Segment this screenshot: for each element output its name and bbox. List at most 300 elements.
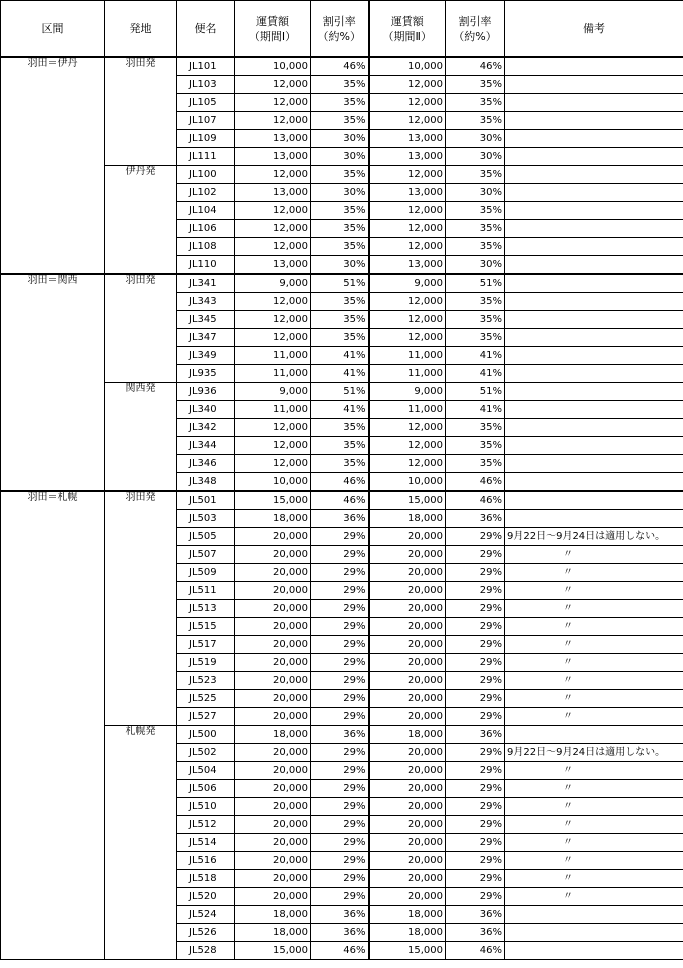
flight-cell: JL510 <box>177 798 235 816</box>
rate-period-2-cell: 35% <box>446 202 505 220</box>
rate-period-1-cell: 29% <box>311 636 369 654</box>
header-flight: 便名 <box>177 1 235 58</box>
flight-cell: JL109 <box>177 130 235 148</box>
fare-period-2-cell: 18,000 <box>369 510 446 528</box>
note-cell <box>505 76 683 94</box>
flight-cell: JL101 <box>177 57 235 76</box>
rate-period-2-cell: 35% <box>446 112 505 130</box>
header-rate1-line2: （約%） <box>317 29 361 43</box>
fare-period-2-cell: 12,000 <box>369 293 446 311</box>
header-rate1-line1: 割引率 <box>322 14 356 28</box>
rate-period-1-cell: 29% <box>311 834 369 852</box>
fare-period-2-cell: 20,000 <box>369 816 446 834</box>
flight-cell: JL344 <box>177 437 235 455</box>
flight-cell: JL502 <box>177 744 235 762</box>
rate-period-2-cell: 36% <box>446 924 505 942</box>
flight-cell: JL346 <box>177 455 235 473</box>
rate-period-2-cell: 29% <box>446 636 505 654</box>
header-fare2-line2: （期間Ⅱ） <box>382 29 432 43</box>
fare-period-2-cell: 13,000 <box>369 130 446 148</box>
note-cell: 〃 <box>505 618 683 636</box>
fare-period-2-cell: 20,000 <box>369 834 446 852</box>
note-cell <box>505 906 683 924</box>
rate-period-1-cell: 41% <box>311 365 369 383</box>
rate-period-1-cell: 29% <box>311 672 369 690</box>
flight-cell: JL347 <box>177 329 235 347</box>
rate-period-2-cell: 29% <box>446 888 505 906</box>
fare-period-1-cell: 18,000 <box>235 906 311 924</box>
fare-period-2-cell: 20,000 <box>369 708 446 726</box>
fare-period-1-cell: 20,000 <box>235 834 311 852</box>
rate-period-2-cell: 35% <box>446 76 505 94</box>
rate-period-1-cell: 35% <box>311 311 369 329</box>
rate-period-2-cell: 29% <box>446 816 505 834</box>
rate-period-1-cell: 29% <box>311 744 369 762</box>
fare-period-2-cell: 13,000 <box>369 256 446 275</box>
rate-period-1-cell: 30% <box>311 184 369 202</box>
rate-period-2-cell: 46% <box>446 473 505 492</box>
rate-period-2-cell: 29% <box>446 852 505 870</box>
rate-period-2-cell: 35% <box>446 311 505 329</box>
flight-cell: JL516 <box>177 852 235 870</box>
flight-cell: JL349 <box>177 347 235 365</box>
origin-cell: 札幌発 <box>105 726 177 960</box>
flight-cell: JL525 <box>177 690 235 708</box>
fare-period-2-cell: 10,000 <box>369 57 446 76</box>
rate-period-2-cell: 29% <box>446 762 505 780</box>
note-cell <box>505 347 683 365</box>
flight-cell: JL503 <box>177 510 235 528</box>
note-cell <box>505 419 683 437</box>
rate-period-2-cell: 29% <box>446 870 505 888</box>
fare-period-2-cell: 11,000 <box>369 365 446 383</box>
fare-period-2-cell: 20,000 <box>369 852 446 870</box>
note-cell <box>505 726 683 744</box>
fare-period-1-cell: 20,000 <box>235 546 311 564</box>
rate-period-1-cell: 36% <box>311 906 369 924</box>
note-cell <box>505 365 683 383</box>
note-cell <box>505 293 683 311</box>
flight-cell: JL511 <box>177 582 235 600</box>
note-cell <box>505 256 683 275</box>
rate-period-2-cell: 46% <box>446 57 505 76</box>
rate-period-2-cell: 35% <box>446 220 505 238</box>
rate-period-2-cell: 29% <box>446 690 505 708</box>
fare-period-1-cell: 13,000 <box>235 130 311 148</box>
rate-period-1-cell: 35% <box>311 293 369 311</box>
table-row <box>1 274 683 293</box>
note-cell: 〃 <box>505 852 683 870</box>
fare-period-2-cell: 18,000 <box>369 924 446 942</box>
rate-period-1-cell: 35% <box>311 455 369 473</box>
fare-period-1-cell: 20,000 <box>235 708 311 726</box>
rate-period-2-cell: 36% <box>446 510 505 528</box>
note-cell <box>505 57 683 76</box>
rate-period-2-cell: 41% <box>446 347 505 365</box>
note-cell: 〃 <box>505 654 683 672</box>
fare-period-2-cell: 11,000 <box>369 347 446 365</box>
fare-period-1-cell: 12,000 <box>235 166 311 184</box>
fare-period-1-cell: 20,000 <box>235 528 311 546</box>
rate-period-2-cell: 29% <box>446 582 505 600</box>
note-cell <box>505 924 683 942</box>
header-fare-period-1 <box>235 1 311 58</box>
fare-period-2-cell: 20,000 <box>369 690 446 708</box>
rate-period-2-cell: 35% <box>446 238 505 256</box>
fare-period-2-cell: 18,000 <box>369 906 446 924</box>
rate-period-2-cell: 30% <box>446 130 505 148</box>
fare-period-2-cell: 20,000 <box>369 600 446 618</box>
rate-period-1-cell: 30% <box>311 256 369 275</box>
fare-period-1-cell: 20,000 <box>235 852 311 870</box>
fare-period-1-cell: 20,000 <box>235 744 311 762</box>
rate-period-1-cell: 35% <box>311 238 369 256</box>
fare-period-1-cell: 20,000 <box>235 780 311 798</box>
section-cell: 羽田＝札幌 <box>1 491 105 960</box>
fare-period-1-cell: 12,000 <box>235 94 311 112</box>
fare-period-1-cell: 13,000 <box>235 256 311 275</box>
fare-period-1-cell: 12,000 <box>235 437 311 455</box>
header-note: 備考 <box>505 1 683 58</box>
fare-period-2-cell: 12,000 <box>369 112 446 130</box>
note-cell: 〃 <box>505 816 683 834</box>
fare-period-1-cell: 20,000 <box>235 888 311 906</box>
rate-period-2-cell: 30% <box>446 148 505 166</box>
fare-period-2-cell: 9,000 <box>369 274 446 293</box>
rate-period-2-cell: 35% <box>446 329 505 347</box>
flight-cell: JL102 <box>177 184 235 202</box>
rate-period-1-cell: 29% <box>311 870 369 888</box>
rate-period-2-cell: 29% <box>446 780 505 798</box>
note-cell <box>505 184 683 202</box>
rate-period-2-cell: 29% <box>446 708 505 726</box>
flight-cell: JL514 <box>177 834 235 852</box>
fare-period-1-cell: 20,000 <box>235 816 311 834</box>
table-header <box>1 1 683 58</box>
section-cell: 羽田＝関西 <box>1 274 105 491</box>
rate-period-1-cell: 46% <box>311 57 369 76</box>
header-fare2-line1: 運賃額 <box>390 14 424 28</box>
rate-period-2-cell: 35% <box>446 437 505 455</box>
rate-period-1-cell: 30% <box>311 148 369 166</box>
fare-period-1-cell: 20,000 <box>235 762 311 780</box>
note-cell: 〃 <box>505 888 683 906</box>
fare-period-2-cell: 12,000 <box>369 437 446 455</box>
fare-period-2-cell: 12,000 <box>369 166 446 184</box>
fare-period-2-cell: 20,000 <box>369 564 446 582</box>
fare-period-2-cell: 20,000 <box>369 870 446 888</box>
flight-cell: JL341 <box>177 274 235 293</box>
header-fare-period-2 <box>369 1 446 58</box>
flight-cell: JL506 <box>177 780 235 798</box>
note-cell <box>505 437 683 455</box>
fare-period-2-cell: 20,000 <box>369 582 446 600</box>
rate-period-2-cell: 29% <box>446 798 505 816</box>
note-cell <box>505 491 683 510</box>
flight-cell: JL345 <box>177 311 235 329</box>
fare-period-1-cell: 12,000 <box>235 202 311 220</box>
fare-period-2-cell: 20,000 <box>369 618 446 636</box>
origin-cell: 羽田発 <box>105 57 177 166</box>
note-cell <box>505 202 683 220</box>
note-cell <box>505 329 683 347</box>
flight-cell: JL526 <box>177 924 235 942</box>
rate-period-2-cell: 29% <box>446 672 505 690</box>
rate-period-2-cell: 35% <box>446 293 505 311</box>
fare-period-2-cell: 20,000 <box>369 528 446 546</box>
flight-cell: JL520 <box>177 888 235 906</box>
flight-cell: JL104 <box>177 202 235 220</box>
fare-period-1-cell: 12,000 <box>235 419 311 437</box>
fare-period-1-cell: 20,000 <box>235 582 311 600</box>
flight-cell: JL343 <box>177 293 235 311</box>
rate-period-1-cell: 36% <box>311 726 369 744</box>
flight-cell: JL515 <box>177 618 235 636</box>
fare-period-1-cell: 12,000 <box>235 311 311 329</box>
note-cell <box>505 220 683 238</box>
note-cell: 〃 <box>505 636 683 654</box>
fare-period-1-cell: 15,000 <box>235 942 311 960</box>
flight-cell: JL524 <box>177 906 235 924</box>
fare-period-1-cell: 20,000 <box>235 798 311 816</box>
flight-cell: JL527 <box>177 708 235 726</box>
rate-period-2-cell: 29% <box>446 744 505 762</box>
fare-period-2-cell: 13,000 <box>369 184 446 202</box>
rate-period-2-cell: 51% <box>446 274 505 293</box>
header-section: 区間 <box>1 1 105 58</box>
rate-period-2-cell: 29% <box>446 618 505 636</box>
note-cell: 〃 <box>505 582 683 600</box>
rate-period-2-cell: 46% <box>446 942 505 960</box>
flight-cell: JL504 <box>177 762 235 780</box>
flight-cell: JL501 <box>177 491 235 510</box>
note-cell <box>505 401 683 419</box>
rate-period-1-cell: 35% <box>311 94 369 112</box>
fare-period-1-cell: 20,000 <box>235 654 311 672</box>
fare-period-2-cell: 18,000 <box>369 726 446 744</box>
fare-period-1-cell: 10,000 <box>235 473 311 492</box>
fare-period-1-cell: 20,000 <box>235 690 311 708</box>
flight-cell: JL100 <box>177 166 235 184</box>
flight-cell: JL507 <box>177 546 235 564</box>
fare-period-2-cell: 20,000 <box>369 546 446 564</box>
rate-period-2-cell: 30% <box>446 184 505 202</box>
fare-period-2-cell: 10,000 <box>369 473 446 492</box>
fare-period-1-cell: 20,000 <box>235 672 311 690</box>
flight-cell: JL106 <box>177 220 235 238</box>
rate-period-2-cell: 41% <box>446 365 505 383</box>
flight-cell: JL513 <box>177 600 235 618</box>
section-cell: 羽田＝伊丹 <box>1 57 105 274</box>
flight-cell: JL110 <box>177 256 235 275</box>
fare-period-1-cell: 12,000 <box>235 112 311 130</box>
rate-period-2-cell: 29% <box>446 546 505 564</box>
note-cell <box>505 510 683 528</box>
header-rate2-line2: （約%） <box>453 29 497 43</box>
note-cell <box>505 112 683 130</box>
fare-period-1-cell: 20,000 <box>235 600 311 618</box>
rate-period-2-cell: 35% <box>446 419 505 437</box>
fare-period-2-cell: 20,000 <box>369 798 446 816</box>
rate-period-1-cell: 29% <box>311 780 369 798</box>
flight-cell: JL103 <box>177 76 235 94</box>
rate-period-1-cell: 30% <box>311 130 369 148</box>
rate-period-1-cell: 41% <box>311 401 369 419</box>
fare-period-2-cell: 12,000 <box>369 202 446 220</box>
fare-period-2-cell: 12,000 <box>369 329 446 347</box>
fare-period-2-cell: 20,000 <box>369 780 446 798</box>
fare-period-2-cell: 11,000 <box>369 401 446 419</box>
fare-period-2-cell: 20,000 <box>369 654 446 672</box>
flight-cell: JL107 <box>177 112 235 130</box>
fare-period-1-cell: 20,000 <box>235 618 311 636</box>
rate-period-2-cell: 35% <box>446 455 505 473</box>
fare-period-2-cell: 13,000 <box>369 148 446 166</box>
table-row <box>1 491 683 510</box>
fare-period-2-cell: 20,000 <box>369 672 446 690</box>
rate-period-1-cell: 35% <box>311 202 369 220</box>
rate-period-1-cell: 29% <box>311 708 369 726</box>
flight-cell: JL936 <box>177 383 235 401</box>
fare-period-1-cell: 10,000 <box>235 57 311 76</box>
note-cell: 〃 <box>505 672 683 690</box>
flight-cell: JL517 <box>177 636 235 654</box>
fare-period-1-cell: 9,000 <box>235 274 311 293</box>
rate-period-1-cell: 29% <box>311 600 369 618</box>
fare-period-2-cell: 12,000 <box>369 455 446 473</box>
flight-cell: JL523 <box>177 672 235 690</box>
rate-period-1-cell: 29% <box>311 546 369 564</box>
rate-period-2-cell: 29% <box>446 654 505 672</box>
note-cell <box>505 274 683 293</box>
fare-period-1-cell: 12,000 <box>235 238 311 256</box>
rate-period-1-cell: 51% <box>311 383 369 401</box>
fare-period-1-cell: 12,000 <box>235 293 311 311</box>
origin-cell: 羽田発 <box>105 491 177 726</box>
rate-period-2-cell: 35% <box>446 166 505 184</box>
rate-period-1-cell: 41% <box>311 347 369 365</box>
rate-period-1-cell: 29% <box>311 654 369 672</box>
fare-period-2-cell: 12,000 <box>369 311 446 329</box>
fare-period-1-cell: 20,000 <box>235 870 311 888</box>
fare-period-1-cell: 13,000 <box>235 184 311 202</box>
fare-period-1-cell: 18,000 <box>235 510 311 528</box>
fare-period-1-cell: 11,000 <box>235 365 311 383</box>
fare-period-1-cell: 9,000 <box>235 383 311 401</box>
origin-cell: 関西発 <box>105 383 177 492</box>
rate-period-1-cell: 35% <box>311 76 369 94</box>
rate-period-1-cell: 29% <box>311 618 369 636</box>
rate-period-2-cell: 29% <box>446 600 505 618</box>
rate-period-1-cell: 29% <box>311 798 369 816</box>
flight-cell: JL528 <box>177 942 235 960</box>
note-cell: 〃 <box>505 762 683 780</box>
fare-period-2-cell: 12,000 <box>369 76 446 94</box>
rate-period-2-cell: 29% <box>446 528 505 546</box>
table-row <box>1 57 683 76</box>
rate-period-1-cell: 29% <box>311 564 369 582</box>
flight-cell: JL500 <box>177 726 235 744</box>
rate-period-1-cell: 29% <box>311 852 369 870</box>
note-cell <box>505 238 683 256</box>
fare-period-1-cell: 12,000 <box>235 76 311 94</box>
fare-period-2-cell: 12,000 <box>369 94 446 112</box>
rate-period-1-cell: 35% <box>311 220 369 238</box>
note-cell <box>505 942 683 960</box>
flight-cell: JL348 <box>177 473 235 492</box>
header-rate2-line1: 割引率 <box>458 14 492 28</box>
fare-period-1-cell: 12,000 <box>235 329 311 347</box>
fare-period-1-cell: 12,000 <box>235 220 311 238</box>
flight-cell: JL512 <box>177 816 235 834</box>
note-cell: 〃 <box>505 690 683 708</box>
flight-cell: JL111 <box>177 148 235 166</box>
rate-period-2-cell: 36% <box>446 726 505 744</box>
fare-period-2-cell: 12,000 <box>369 220 446 238</box>
rate-period-2-cell: 30% <box>446 256 505 275</box>
rate-period-1-cell: 35% <box>311 112 369 130</box>
flight-cell: JL105 <box>177 94 235 112</box>
flight-cell: JL108 <box>177 238 235 256</box>
fare-period-1-cell: 20,000 <box>235 636 311 654</box>
rate-period-1-cell: 29% <box>311 690 369 708</box>
rate-period-2-cell: 35% <box>446 94 505 112</box>
fare-period-1-cell: 15,000 <box>235 491 311 510</box>
note-cell: 〃 <box>505 798 683 816</box>
rate-period-1-cell: 29% <box>311 582 369 600</box>
fare-period-1-cell: 11,000 <box>235 401 311 419</box>
fare-period-2-cell: 20,000 <box>369 744 446 762</box>
rate-period-1-cell: 46% <box>311 942 369 960</box>
flight-cell: JL519 <box>177 654 235 672</box>
fare-period-2-cell: 20,000 <box>369 636 446 654</box>
rate-period-1-cell: 29% <box>311 816 369 834</box>
fare-period-1-cell: 20,000 <box>235 564 311 582</box>
rate-period-1-cell: 36% <box>311 510 369 528</box>
note-cell: 〃 <box>505 564 683 582</box>
rate-period-2-cell: 29% <box>446 564 505 582</box>
flight-cell: JL340 <box>177 401 235 419</box>
header-rate-period-2 <box>446 1 505 58</box>
fare-period-1-cell: 12,000 <box>235 455 311 473</box>
note-cell <box>505 130 683 148</box>
note-cell <box>505 94 683 112</box>
origin-cell: 伊丹発 <box>105 166 177 275</box>
note-cell <box>505 383 683 401</box>
rate-period-1-cell: 29% <box>311 888 369 906</box>
rate-period-1-cell: 35% <box>311 419 369 437</box>
note-cell <box>505 455 683 473</box>
fare-period-1-cell: 11,000 <box>235 347 311 365</box>
note-cell <box>505 473 683 492</box>
rate-period-2-cell: 51% <box>446 383 505 401</box>
flight-cell: JL509 <box>177 564 235 582</box>
rate-period-1-cell: 46% <box>311 473 369 492</box>
note-cell: 9月22日～9月24日は適用しない。 <box>505 528 683 546</box>
fare-period-1-cell: 18,000 <box>235 726 311 744</box>
header-fare1-line1: 運賃額 <box>256 14 289 28</box>
fare-period-2-cell: 12,000 <box>369 238 446 256</box>
rate-period-1-cell: 46% <box>311 491 369 510</box>
note-cell <box>505 148 683 166</box>
note-cell: 〃 <box>505 780 683 798</box>
fare-period-2-cell: 20,000 <box>369 762 446 780</box>
rate-period-2-cell: 36% <box>446 906 505 924</box>
flight-cell: JL935 <box>177 365 235 383</box>
fare-period-2-cell: 15,000 <box>369 491 446 510</box>
fare-period-2-cell: 20,000 <box>369 888 446 906</box>
header-fare1-line2: （期間Ⅰ） <box>248 29 297 43</box>
